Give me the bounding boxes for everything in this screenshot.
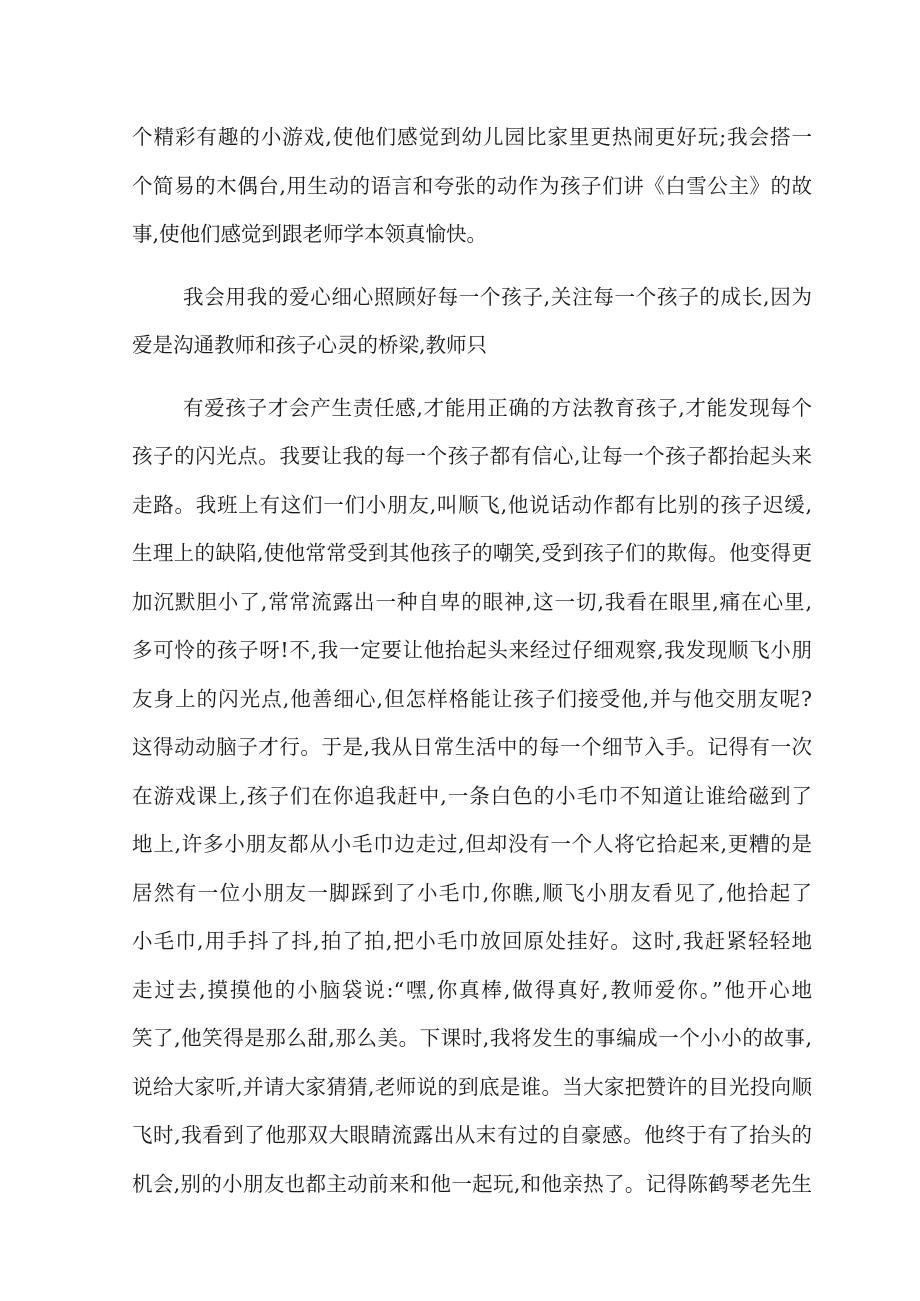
text-line: 友身上的闪光点,他善细心,但怎样格能让孩子们接受他,并与他交朋友呢? bbox=[132, 686, 812, 711]
text-line: 机会,别的小朋友也都主动前来和他一起玩,和他亲热了。记得陈鹤琴老先生 bbox=[132, 1171, 812, 1196]
text-line: 爱是沟通教师和孩子心灵的桥梁,教师只 bbox=[132, 333, 488, 357]
text-line: 笑了,他笑得是那么甜,那么美。下课时,我将发生的事编成一个小小的故事, bbox=[132, 1026, 812, 1050]
text-line: 飞时,我看到了他那双大眼睛流露出从末有过的自豪感。他终于有了抬头的 bbox=[132, 1123, 812, 1147]
text-line: 走路。我班上有这们一们小朋友,叫顺飞,他说话动作都有比别的孩子迟缓, bbox=[132, 492, 812, 517]
paragraph-2 bbox=[132, 273, 812, 370]
text-line: 在游戏课上,孩子们在你追我赶中,一条白色的小毛巾不知道让谁给磁到了 bbox=[132, 783, 812, 808]
text-line: 地上,许多小朋友都从小毛巾边走过,但却没有一个人将它拾起来,更糟的是 bbox=[132, 832, 812, 856]
text-line: 我会用我的爱心细心照顾好每一个孩子,关注每一个孩子的成长,因为 bbox=[183, 284, 812, 309]
text-line: 生理上的缺陷,使他常常受到其他孩子的嘲笑,受到孩子们的欺侮。他变得更 bbox=[132, 541, 812, 565]
text-line: 这得动动脑子才行。于是,我从日常生活中的每一个细节入手。记得有一次 bbox=[132, 735, 812, 759]
paragraph-1 bbox=[132, 113, 812, 259]
text-line: 走过去,摸摸他的小脑袋说:“嘿,你真棒,做得真好,教师爱你。”他开心地 bbox=[132, 977, 812, 1002]
text-line: 个精彩有趣的小游戏,使他们感觉到幼儿园比家里更热闹更好玩;我会搭一 bbox=[132, 125, 812, 149]
paragraph-spacer bbox=[132, 370, 812, 384]
text-line: 事,使他们感觉到跟老师学本领真愉快。 bbox=[132, 222, 488, 246]
body-text bbox=[132, 113, 812, 1208]
text-line: 小毛巾,用手抖了抖,拍了拍,把小毛巾放回原处挂好。这时,我赶紧轻轻地 bbox=[132, 929, 812, 953]
text-line: 加沉默胆小了,常常流露出一种自卑的眼神,这一切,我看在眼里,痛在心里, bbox=[132, 589, 812, 614]
text-line: 孩子的闪光点。我要让我的每一个孩子都有信心,让每一个孩子都抬起头来 bbox=[132, 444, 812, 468]
text-line: 个简易的木偶台,用生动的语言和夸张的动作为孩子们讲《白雪公主》的故 bbox=[132, 173, 812, 198]
paragraph-spacer bbox=[132, 259, 812, 273]
text-line: 多可怜的孩子呀!不,我一定要让他抬起头来经过仔细观察,我发现顺飞小朋 bbox=[132, 638, 812, 662]
text-line: 居然有一位小朋友一脚踩到了小毛巾,你瞧,顺飞小朋友看见了,他拾起了 bbox=[132, 880, 812, 905]
text-line: 说给大家听,并请大家猜猜,老师说的到底是谁。当大家把赞许的目光投向顺 bbox=[132, 1074, 812, 1099]
paragraph-3 bbox=[132, 384, 812, 1209]
text-line: 有爱孩子才会产生责任感,才能用正确的方法教育孩子,才能发现每个 bbox=[183, 395, 812, 420]
